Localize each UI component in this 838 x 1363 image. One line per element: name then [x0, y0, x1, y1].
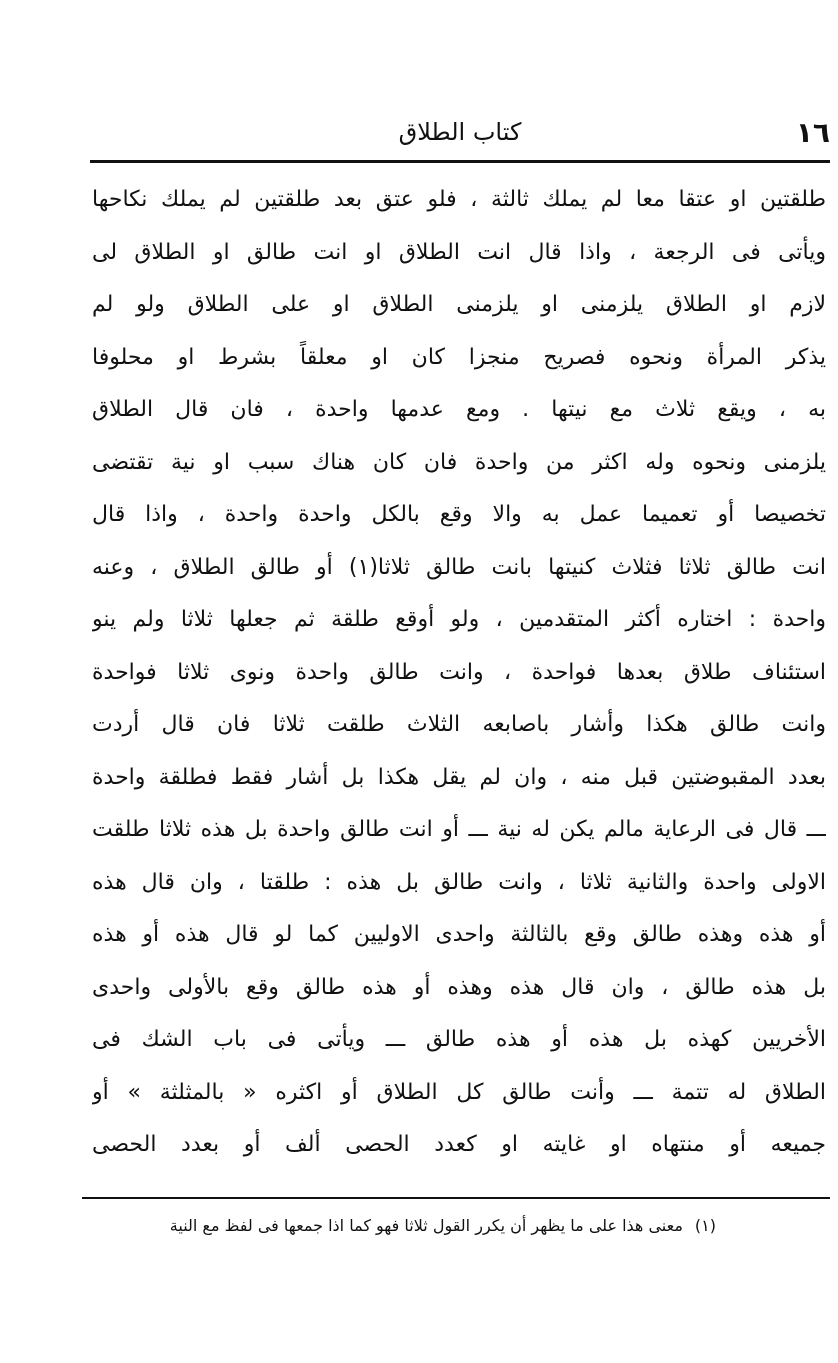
text-line: به ، ويقع ثلاث مع نيتها . ومع عدمها واحدة ، فان قال الطلاق: [92, 397, 826, 422]
text-line: يذكر المرأة ونحوه فصريح منجزا كان او معلقاً بشرط او محلوفا: [92, 344, 826, 370]
text-line: الطلاق له تتمة ـــ وأنت طالق كل الطلاق أو اكثره « بالمثلثة » أو: [92, 1079, 826, 1105]
text-line: الاولى واحدة والثانية ثلاثا ، وانت طالق بل هذه : طلقتا ، وان قال هذه: [92, 869, 826, 895]
footnote-rule: [82, 1197, 830, 1199]
text-line: انت طالق ثلاثا فثلاث كنيتها بانت طالق ثلاثا(١) أو طالق الطلاق ، وعنه: [92, 554, 826, 580]
footnote: [110, 1212, 716, 1240]
page-header: [90, 112, 830, 160]
text-line: طلقتين او عتقا معا لم يملك ثالثة ، فلو عتق بعد طلقتين لم يملك نكاحها: [92, 187, 826, 212]
text-line: تخصيصا أو تعميما عمل به والا وقع بالكل واحدة واحدة ، واذا قال: [92, 502, 826, 527]
text-line: بعدد المقبوضتين قبل منه ، وان لم يقل هكذا بل أشار فقط فطلقة واحدة: [92, 764, 826, 790]
text-line: يلزمنى ونحوه وله اكثر من واحدة فان كان هناك سبب او نية تقتضى: [92, 449, 826, 475]
text-line: الأخريين كهذه بل هذه أو هذه طالق ـــ ويأتى فى باب الشك فى: [92, 1027, 826, 1052]
text-line: جميعه أو منتهاه او غايته او كعدد الحصى ألف أو بعدد الحصى: [92, 1132, 826, 1157]
text-line: بل هذه طالق ، وان قال هذه وهذه أو هذه طالق وقع بالأولى واحدى: [92, 974, 826, 1000]
text-line: استئناف طلاق بعدها فواحدة ، وانت طالق واحدة ونوى ثلاثا فواحدة: [92, 659, 826, 685]
text-line: ـــ قال فى الرعاية مالم يكن له نية ـــ أو انت طالق واحدة بل هذه ثلاثا طلقت: [92, 817, 826, 842]
text-line: ويأتى فى الرجعة ، واذا قال انت الطلاق او انت طالق او الطلاق لى: [92, 239, 826, 265]
text-line: لازم او الطلاق يلزمنى او يلزمنى الطلاق او على الطلاق ولو لم: [92, 292, 826, 317]
header-rule: [90, 160, 830, 163]
text-line: واحدة : اختاره أكثر المتقدمين ، ولو أوقع طلقة ثم جعلها ثلاثا ولم ينو: [92, 607, 826, 632]
page-number: ١٦: [795, 116, 830, 149]
running-title: كتاب الطلاق: [398, 118, 522, 146]
footnote-text: معنى هذا على ما يظهر أن يكرر القول ثلاثا فهو كما اذا جمعها فى لفظ مع النية: [169, 1216, 683, 1235]
footnote-marker: (١): [694, 1216, 716, 1235]
body-text: [92, 174, 826, 1172]
text-line: وانت طالق هكذا وأشار باصابعه الثلاث طلقت ثلاثا فان قال أردت: [92, 712, 826, 737]
text-line: أو هذه وهذه طالق وقع بالثالثة واحدى الاوليين كما لو قال هذه أو هذه: [92, 922, 826, 947]
